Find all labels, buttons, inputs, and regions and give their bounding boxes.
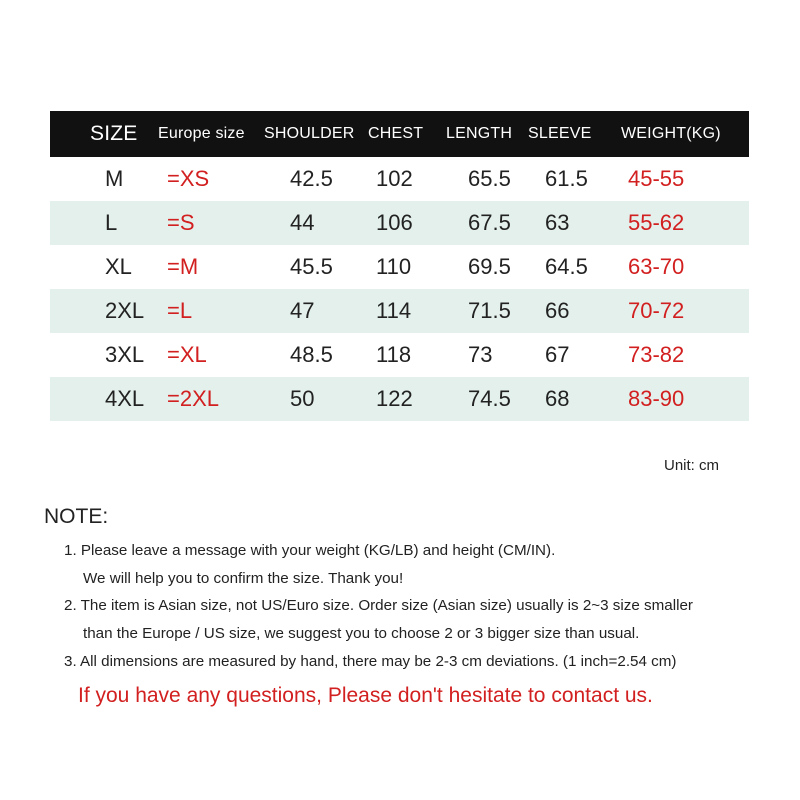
- cell-size: 4XL: [105, 386, 145, 411]
- table-row: [50, 377, 749, 421]
- header-length: LENGTH: [446, 125, 513, 142]
- cell-shoulder: 48.5: [290, 342, 333, 367]
- cell-chest: 122: [376, 386, 413, 411]
- cell-chest: 118: [376, 342, 412, 367]
- header-chest: CHEST: [368, 125, 424, 142]
- cell-size: 3XL: [105, 342, 145, 367]
- cell-europe-size: =XS: [167, 166, 210, 191]
- cell-shoulder: 50: [290, 386, 315, 411]
- cell-chest: 102: [376, 166, 413, 191]
- cell-sleeve: 64.5: [545, 254, 588, 279]
- cell-length: 67.5: [468, 210, 511, 235]
- cell-shoulder: 44: [290, 210, 315, 235]
- cell-size: M: [105, 166, 124, 191]
- cell-length: 71.5: [468, 298, 511, 323]
- cell-size: XL: [105, 254, 132, 279]
- cell-europe-size: =M: [167, 254, 199, 279]
- cell-shoulder: 45.5: [290, 254, 333, 279]
- header-weight: WEIGHT(KG): [621, 125, 721, 142]
- cell-chest: 106: [376, 210, 413, 235]
- cell-weight: 73-82: [628, 342, 685, 367]
- cell-sleeve: 61.5: [545, 166, 588, 191]
- header-size: SIZE: [90, 122, 138, 145]
- cell-weight: 63-70: [628, 254, 685, 279]
- cell-europe-size: =L: [167, 298, 193, 323]
- cell-sleeve: 68: [545, 386, 570, 411]
- contact-message: If you have any questions, Please don't hesitate to contact us.: [78, 684, 653, 707]
- cell-length: 73: [468, 342, 493, 367]
- cell-length: 65.5: [468, 166, 511, 191]
- cell-size: L: [105, 210, 118, 235]
- header-shoulder: SHOULDER: [264, 125, 355, 142]
- table-row: [50, 289, 749, 333]
- cell-sleeve: 63: [545, 210, 570, 235]
- header-europe-size: Europe size: [158, 125, 245, 142]
- note-line: 3. All dimensions are measured by hand, there may be 2-3 cm deviations. (1 inch=2.54 cm): [64, 653, 677, 670]
- cell-length: 74.5: [468, 386, 511, 411]
- cell-weight: 83-90: [628, 386, 685, 411]
- note-title: NOTE:: [44, 505, 109, 528]
- cell-length: 69.5: [468, 254, 511, 279]
- cell-europe-size: =XL: [167, 342, 207, 367]
- cell-sleeve: 67: [545, 342, 570, 367]
- cell-shoulder: 42.5: [290, 166, 333, 191]
- cell-weight: 45-55: [628, 166, 685, 191]
- table-row: [50, 157, 749, 201]
- cell-chest: 110: [376, 254, 412, 279]
- cell-weight: 55-62: [628, 210, 685, 235]
- cell-chest: 114: [376, 298, 412, 323]
- note-line: 1. Please leave a message with your weight (KG/LB) and height (CM/IN).: [64, 542, 556, 559]
- note-line: than the Europe / US size, we suggest you to choose 2 or 3 bigger size than usual.: [83, 625, 640, 642]
- table-row: [50, 333, 749, 377]
- unit-label: Unit: cm: [664, 457, 720, 474]
- cell-europe-size: =2XL: [167, 386, 219, 411]
- table-row: [50, 201, 749, 245]
- cell-sleeve: 66: [545, 298, 570, 323]
- table-row: [50, 245, 749, 289]
- table-header-row: [50, 111, 749, 157]
- note-line: 2. The item is Asian size, not US/Euro size. Order size (Asian size) usually is 2~3 size smaller: [64, 597, 693, 614]
- note-line: We will help you to confirm the size. Thank you!: [83, 570, 404, 587]
- size-chart-table: [50, 111, 749, 421]
- cell-size: 2XL: [105, 298, 145, 323]
- cell-weight: 70-72: [628, 298, 685, 323]
- cell-shoulder: 47: [290, 298, 315, 323]
- header-sleeve: SLEEVE: [528, 125, 592, 142]
- cell-europe-size: =S: [167, 210, 195, 235]
